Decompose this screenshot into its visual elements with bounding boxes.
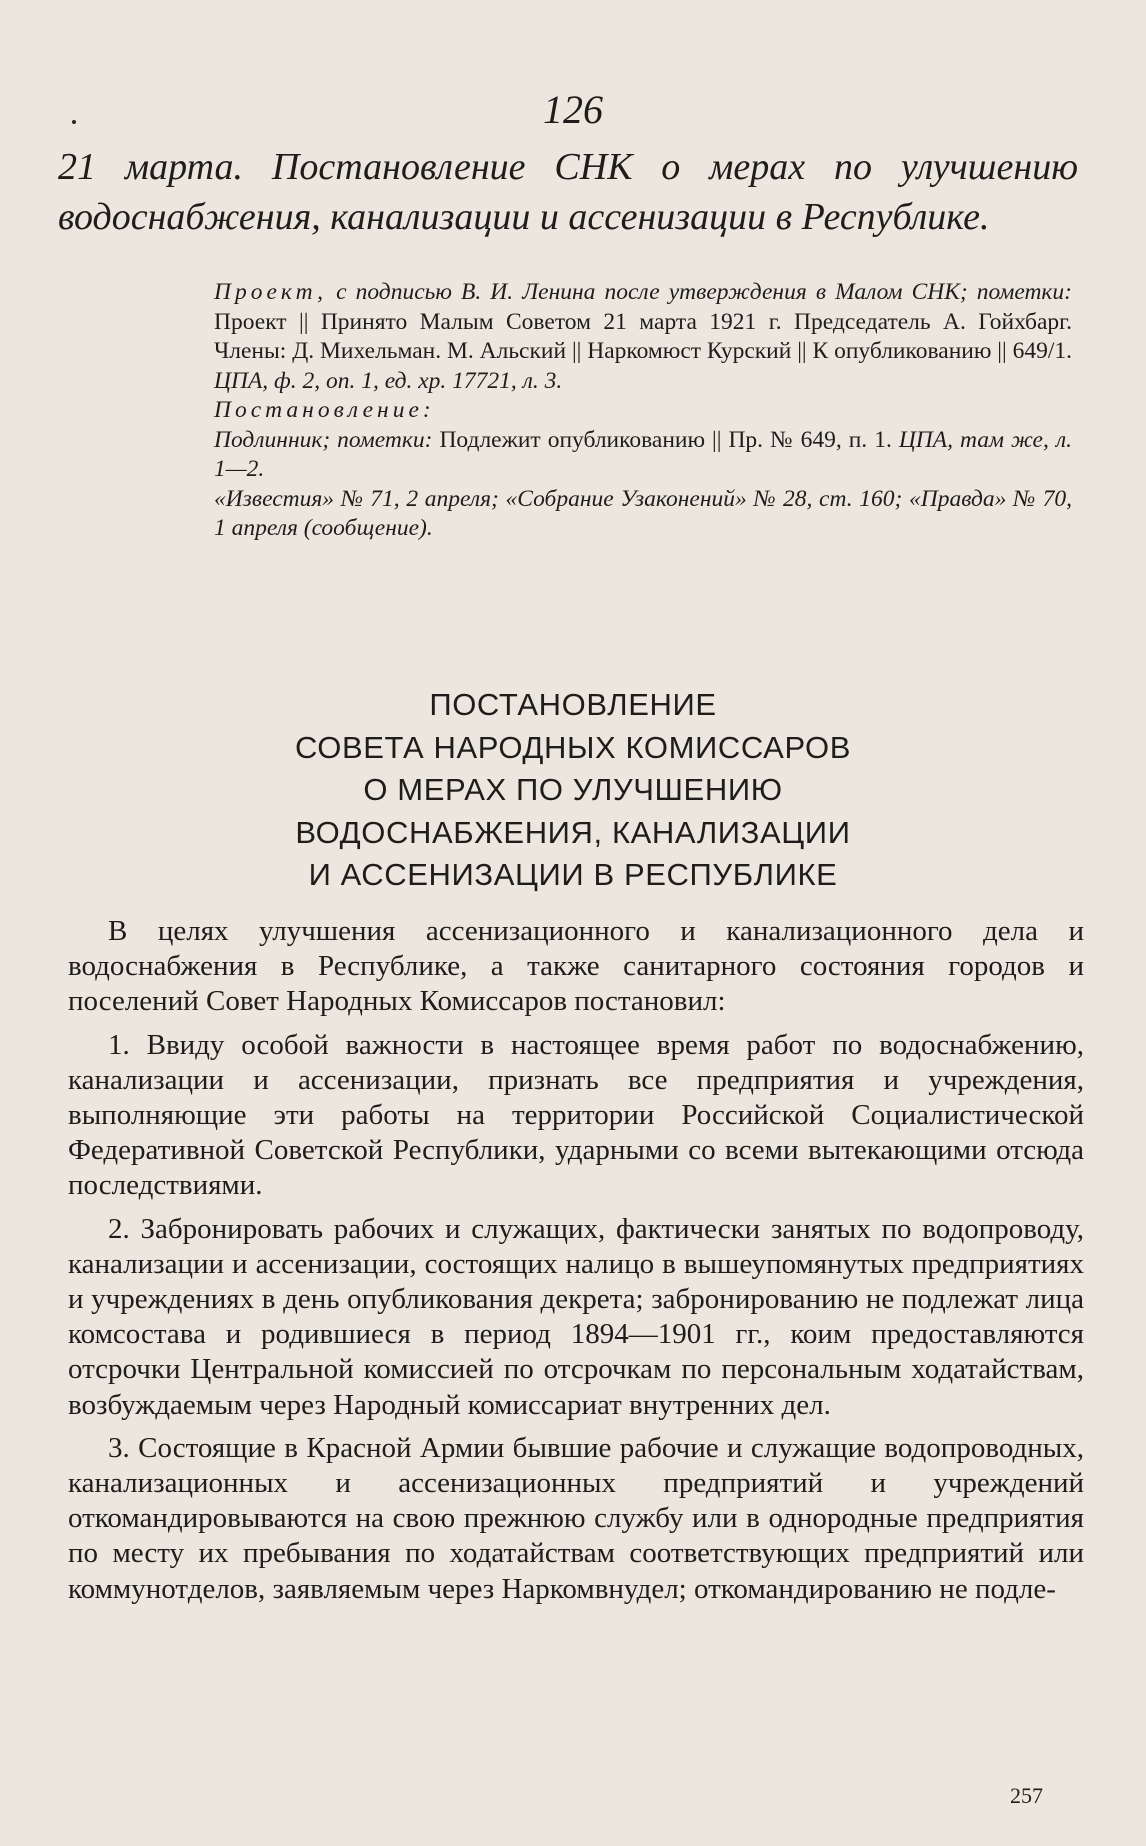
archival-notes [214, 278, 1072, 544]
note-resolution-label: Постановление: [214, 397, 435, 423]
heading-line: И АССЕНИЗАЦИИ В РЕСПУБЛИКЕ [308, 857, 838, 892]
heading-line: ПОСТАНОВЛЕНИЕ [429, 687, 717, 722]
document-header-title: 21 марта. Постановление СНК о мерах по улучшению водоснабжения, канализации и ассенизации в Республике. [58, 146, 1078, 238]
heading-line: ВОДОСНАБЖЕНИЯ, КАНАЛИЗАЦИИ [295, 814, 851, 850]
heading-line: СОВЕТА НАРОДНЫХ КОМИССАРОВ [294, 729, 852, 765]
clause-1: 1. Ввиду особой важности в настоящее время работ по водоснабжению, канализации и ассенизации, признать все предприятия и учреждения, выполняющие эти работы на территории Российской Социалистической Федеративной Советской Республики, ударными со всеми вытекающими отсюда последствиями. [68, 1028, 1084, 1202]
note-publications: «Известия» № 71, 2 апреля; «Собрание Узаконений» № 28, ст. 160; «Правда» № 70, 1 апреля (сообщение). [214, 485, 1072, 541]
document-number: 126 [543, 87, 603, 132]
decree-heading [0, 684, 1146, 897]
clause-3: 3. Состоящие в Красной Армии бывшие рабочие и служащие водопроводных, канализационных и ассенизационных предприятий и учреждений откомандировываются на свою прежнюю службу или в однородные предприятия по месту их пребывания по ходатайствам соответствующих предприятий или коммунотделов, заявляемым через Наркомвнудел; откомандированию не подле- [68, 1431, 1084, 1605]
preamble-paragraph: В целях улучшения ассенизационного и канализационного дела и водоснабжения в Республике, а также санитарного состояния городов и поселений Совет Народных Комиссаров постановил: [68, 915, 1084, 1018]
note-source-draft: Проект, с подписью В. И. Ленина после утверждения в Малом СНК; пометки: Проект || Принято Малым Советом 21 марта 1921 г. Председатель А. Гойхбарг. Члены: Д. Михельман. М. Альский || Наркомюст Курский || К опубликованию || 649/1. ЦПА, ф. 2, оп. 1, ед. хр. 17721, л. 3. [214, 279, 1072, 394]
clause-2: 2. Забронировать рабочих и служащих, фактически занятых по водопроводу, канализации и ассенизации, состоящих налицо в вышеупомянутых предприятиях и учреждениях в день опубликования декрета; забронированию не подлежат лица комсостава и родившиеся в период 1894—1901 гг., коим предоставляются отсрочки Центральной комиссией по отсрочкам по персональным ходатайствам, возбуждаемым через Народный комиссариат внутренних дел. [68, 1212, 1084, 1421]
heading-line: О МЕРАХ ПО УЛУЧШЕНИЮ [363, 772, 783, 807]
note-original: Подлинник; пометки: Подлежит опубликованию || Пр. № 649, п. 1. ЦПА, там же, л. 1—2. [214, 426, 1072, 482]
page-number: 257 [1010, 1783, 1043, 1808]
decree-body [68, 914, 1084, 1615]
